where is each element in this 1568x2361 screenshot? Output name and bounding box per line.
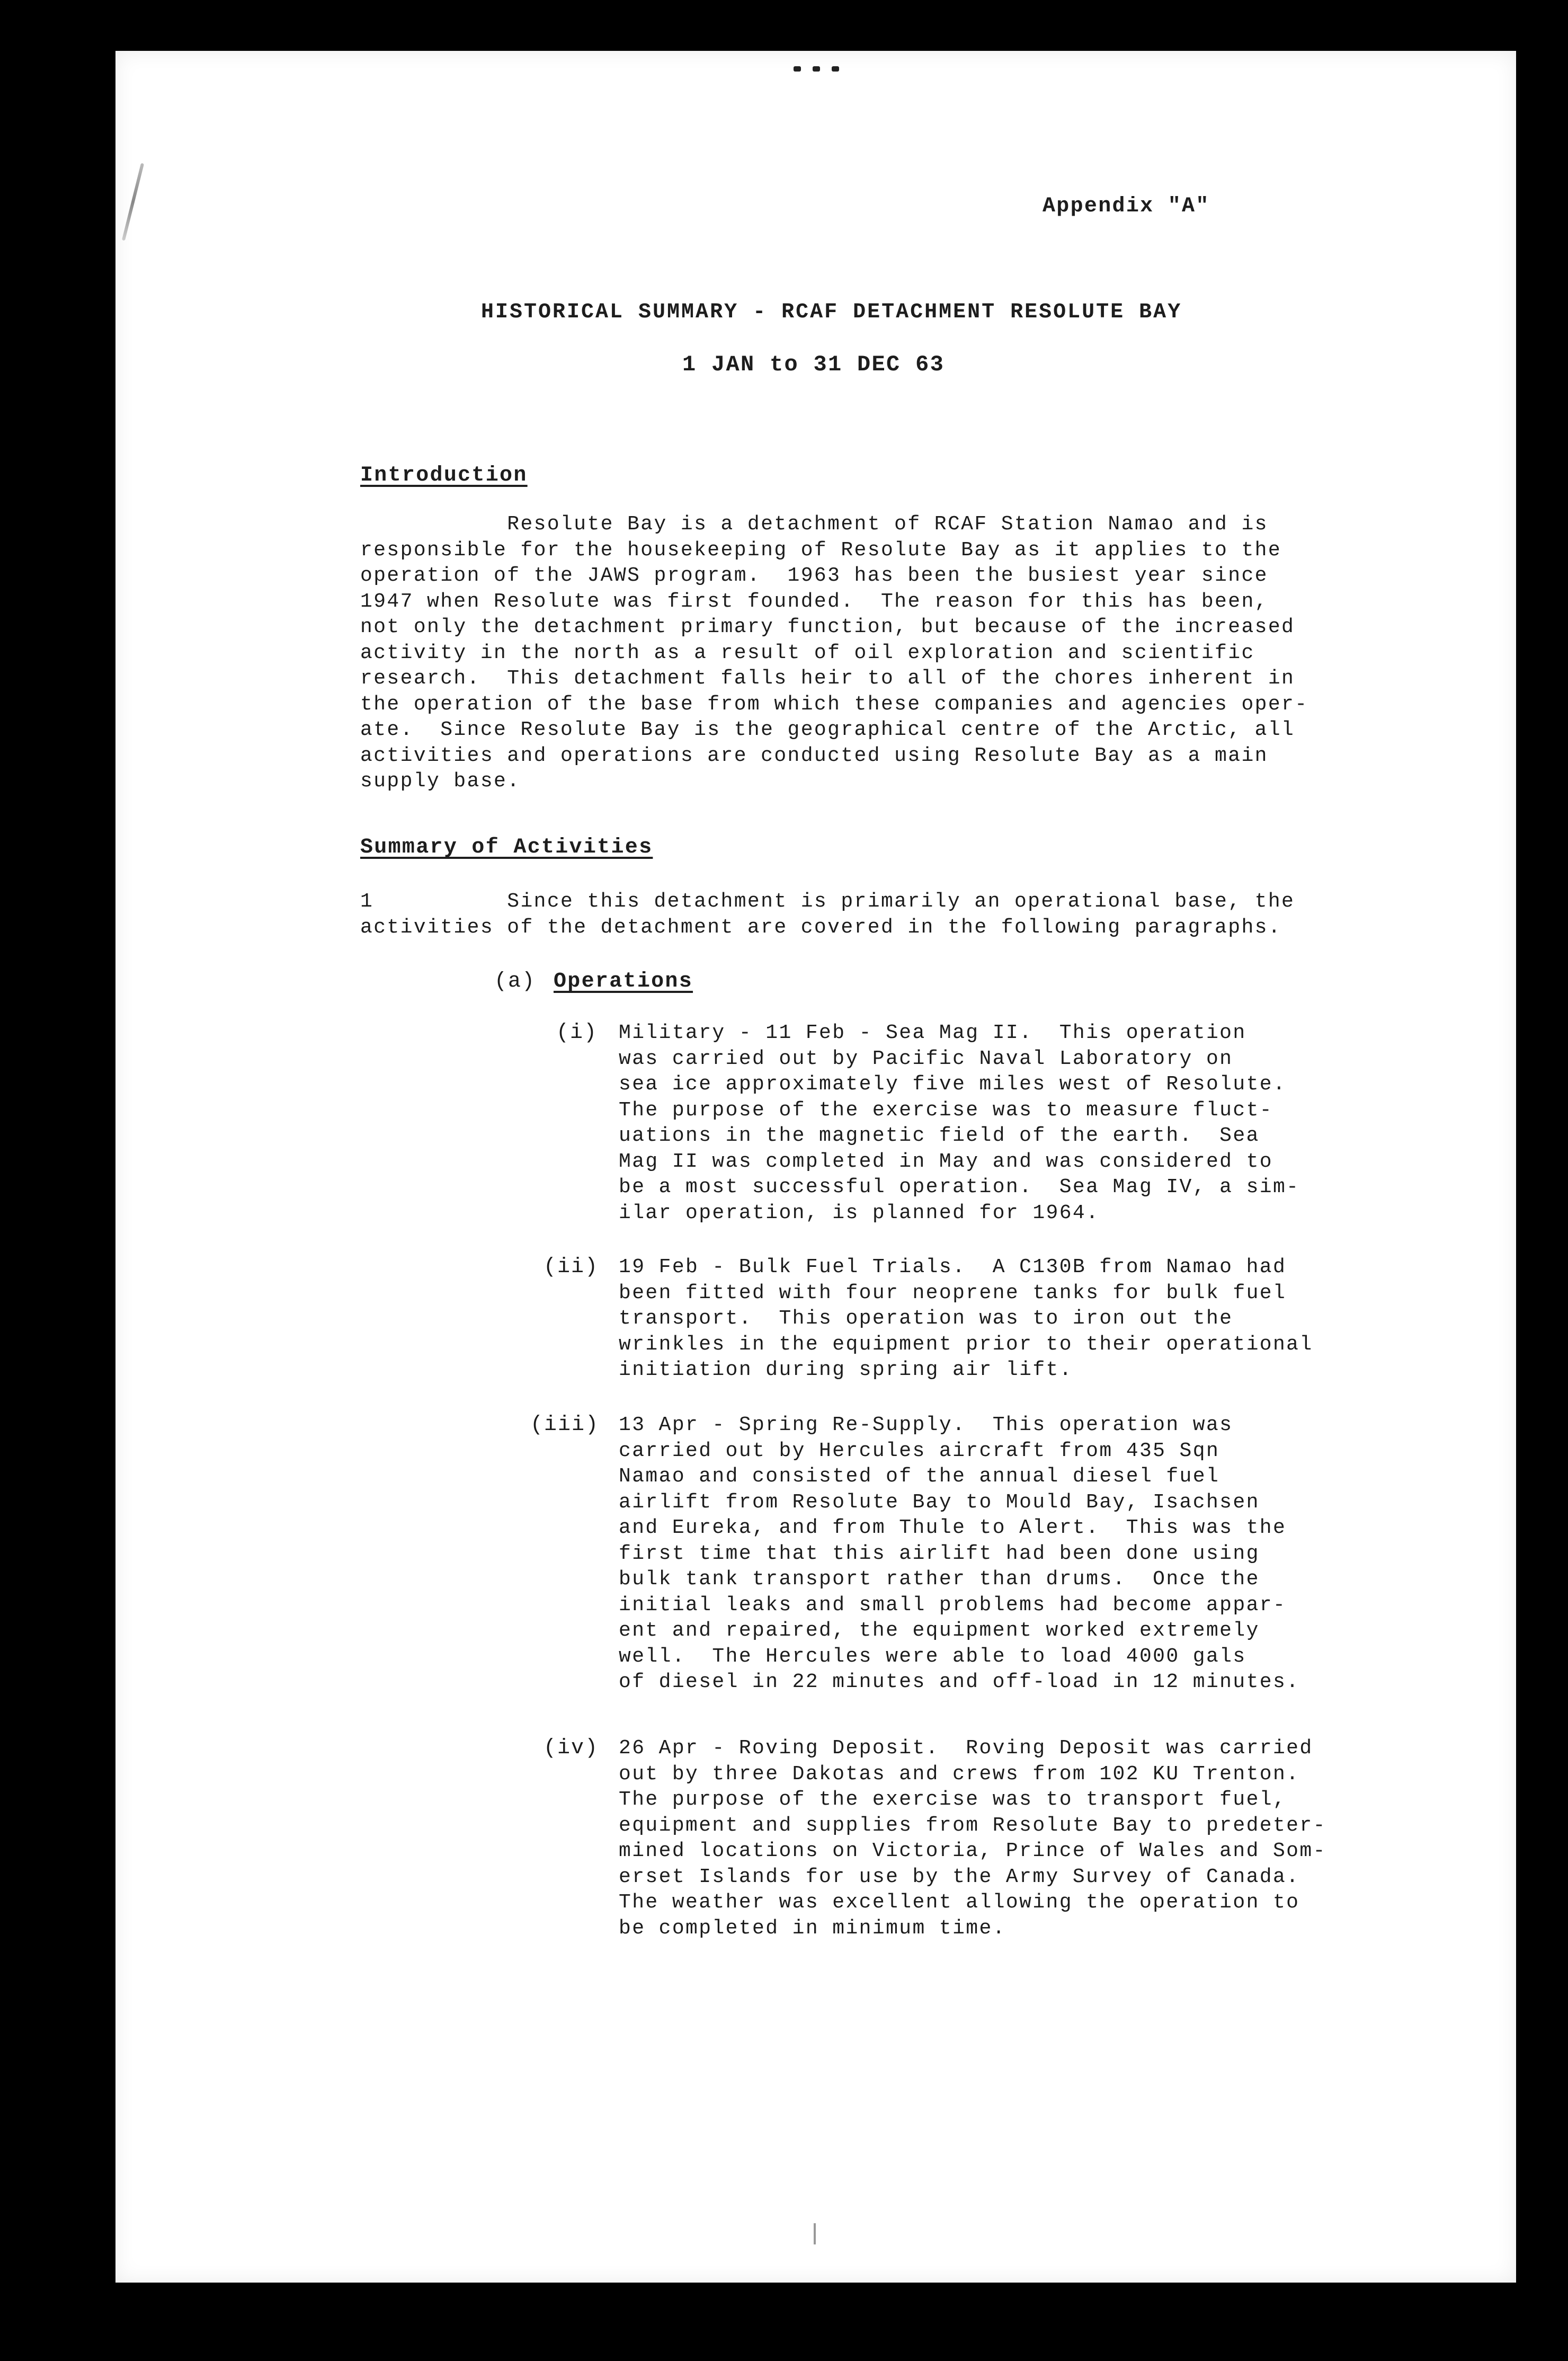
- item-line: uations in the magnetic field of the earth. Sea: [619, 1124, 1260, 1147]
- item-line: 13 Apr - Spring Re-Supply. This operation was: [619, 1414, 1233, 1436]
- item-line: wrinkles in the equipment prior to their operational: [619, 1333, 1313, 1356]
- item-line: 19 Feb - Bulk Fuel Trials. A C130B from Namao had: [619, 1256, 1287, 1279]
- operations-label: (a): [494, 970, 536, 993]
- item-line: carried out by Hercules aircraft from 435 Sqn: [619, 1439, 1220, 1462]
- item-line: out by three Dakotas and crews from 102 KU Trenton.: [619, 1762, 1300, 1786]
- item-line: be a most successful operation. Sea Mag IV, a sim-: [619, 1176, 1300, 1199]
- summary-line: 1 Since this detachment is primarily an operational base, the: [360, 890, 1295, 913]
- item-iii-paragraph: [619, 1413, 1299, 1696]
- intro-line: operation of the JAWS program. 1963 has been the busiest year since: [360, 564, 1268, 587]
- summary-paragraph: [360, 889, 1295, 940]
- intro-line: ate. Since Resolute Bay is the geographical centre of the Arctic, all: [360, 718, 1295, 741]
- item-line: The purpose of the exercise was to transport fuel,: [619, 1788, 1287, 1811]
- item-line: airlift from Resolute Bay to Mould Bay, Isachsen: [619, 1490, 1260, 1514]
- appendix-label: Appendix "A": [1043, 194, 1210, 218]
- top-punch-marks: [794, 65, 878, 74]
- item-ii-label: (ii): [544, 1255, 599, 1279]
- bottom-mark: [814, 2223, 816, 2244]
- summary-heading: Summary of Activities: [360, 836, 653, 859]
- date-range: 1 JAN to 31 DEC 63: [682, 352, 945, 377]
- item-ii-paragraph: [619, 1255, 1313, 1383]
- item-line: erset Islands for use by the Army Survey of Canada.: [619, 1865, 1300, 1888]
- item-line: Namao and consisted of the annual diesel fuel: [619, 1465, 1220, 1488]
- intro-line: Resolute Bay is a detachment of RCAF Station Namao and is: [360, 513, 1268, 536]
- item-i-label: (i): [556, 1021, 598, 1045]
- item-line: and Eureka, and from Thule to Alert. This was the: [619, 1516, 1287, 1539]
- item-i-paragraph: [619, 1020, 1299, 1226]
- item-iv-label: (iv): [544, 1736, 599, 1760]
- item-line: first time that this airlift had been done using: [619, 1542, 1260, 1565]
- margin-smudge: [122, 163, 144, 241]
- item-line: bulk tank transport rather than drums. Once the: [619, 1568, 1260, 1591]
- intro-line: not only the detachment primary function, but because of the increased: [360, 616, 1295, 638]
- item-line: initial leaks and small problems had become appar-: [619, 1593, 1287, 1617]
- intro-line: activity in the north as a result of oil exploration and scientific: [360, 641, 1255, 664]
- item-line: well. The Hercules were able to load 4000 gals: [619, 1645, 1246, 1668]
- item-line: The purpose of the exercise was to measure fluct-: [619, 1098, 1273, 1122]
- item-line: Mag II was completed in May and was considered to: [619, 1150, 1273, 1173]
- item-line: sea ice approximately five miles west of Resolute.: [619, 1073, 1287, 1096]
- intro-line: responsible for the housekeeping of Resolute Bay as it applies to the: [360, 538, 1282, 562]
- document-page: [115, 51, 1516, 2283]
- item-line: of diesel in 22 minutes and off-load in 12 minutes.: [619, 1671, 1300, 1693]
- introduction-heading: Introduction: [360, 464, 528, 487]
- item-line: Military - 11 Feb - Sea Mag II. This operation: [619, 1022, 1246, 1044]
- item-line: equipment and supplies from Resolute Bay to predeter-: [619, 1814, 1326, 1837]
- item-line: was carried out by Pacific Naval Laboratory on: [619, 1047, 1233, 1070]
- item-line: initiation during spring air lift.: [619, 1359, 1073, 1381]
- intro-line: supply base.: [360, 770, 521, 793]
- document-title: HISTORICAL SUMMARY - RCAF DETACHMENT RESOLUTE BAY: [481, 300, 1182, 324]
- intro-line: activities and operations are conducted using Resolute Bay as a main: [360, 744, 1268, 767]
- intro-line: research. This detachment falls heir to all of the chores inherent in: [360, 667, 1295, 690]
- item-line: transport. This operation was to iron out the: [619, 1307, 1233, 1330]
- item-iv-paragraph: [619, 1736, 1326, 1941]
- item-line: mined locations on Victoria, Prince of Wales and Som-: [619, 1840, 1326, 1862]
- item-line: ilar operation, is planned for 1964.: [619, 1201, 1100, 1224]
- operations-heading: Operations: [554, 970, 693, 993]
- intro-line: 1947 when Resolute was first founded. The reason for this has been,: [360, 590, 1268, 613]
- item-line: 26 Apr - Roving Deposit. Roving Deposit was carried: [619, 1737, 1313, 1760]
- item-iii-label: (iii): [530, 1413, 600, 1437]
- item-line: ent and repaired, the equipment worked extremely: [619, 1619, 1260, 1642]
- item-line: The weather was excellent allowing the operation to: [619, 1891, 1300, 1914]
- summary-line: activities of the detachment are covered in the following paragraphs.: [360, 916, 1282, 939]
- intro-line: the operation of the base from which these companies and agencies oper-: [360, 693, 1308, 716]
- item-line: be completed in minimum time.: [619, 1916, 1006, 1940]
- introduction-paragraph: [360, 512, 1308, 795]
- item-line: been fitted with four neoprene tanks for bulk fuel: [619, 1281, 1287, 1304]
